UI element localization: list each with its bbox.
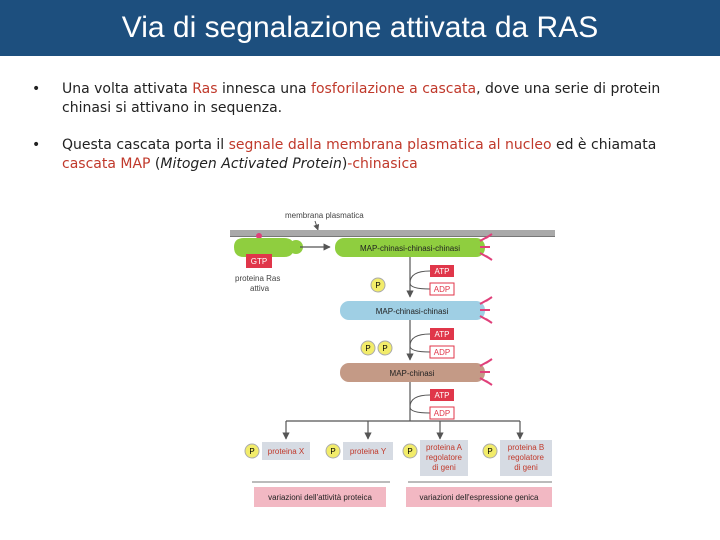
membrane-edge (230, 236, 555, 237)
phosphate-label: P (249, 447, 255, 456)
bullet-text: ed è chiamata (551, 137, 657, 153)
mapkk-label: MAP-chinasi-chinasi (375, 307, 449, 316)
atp-label: ATP (434, 267, 450, 276)
highlight-segnale: segnale dalla membrana plasmatica al nucleo (228, 137, 552, 153)
mapkk-active-burst (480, 297, 492, 323)
phosphate-label: P (375, 281, 381, 290)
proteina-a-label: regolatore (425, 453, 463, 462)
map-kinase-cascade-diagram (230, 205, 570, 515)
proteina-y-label: proteina Y (349, 447, 387, 456)
proteina-a-label: di geni (432, 463, 456, 472)
mapk-label: MAP-chinasi (389, 369, 435, 378)
variazioni-espressione-label: variazioni dell'espressione genica (419, 493, 539, 502)
bullet-text: ( (150, 156, 161, 172)
phosphate-label: P (487, 447, 493, 456)
bullet-text: innesca una (217, 81, 312, 97)
adp-label: ADP (433, 285, 451, 294)
atp-label: ATP (434, 330, 450, 339)
phosphate-label: P (407, 447, 413, 456)
slide-title: Via di segnalazione attivata da RAS (0, 0, 720, 56)
mitogen-italic: Mitogen Activated Protein (160, 156, 342, 172)
bullet-text: Una volta attivata (62, 81, 193, 97)
bullet-text: ) (341, 156, 348, 172)
phosphate-label: P (382, 344, 388, 353)
adp-label: ADP (433, 348, 451, 357)
mapk-active-burst (480, 359, 492, 385)
membrane-pointer-arrow (315, 221, 318, 230)
bullet-marker: • (32, 137, 41, 153)
bullet-item (30, 136, 690, 174)
phosphate-label: P (365, 344, 371, 353)
mapkkk-active-burst (480, 234, 492, 260)
adp-label: ADP (433, 409, 451, 418)
bullet-list (30, 80, 690, 192)
step1-atp-curve (410, 271, 430, 289)
ras-label-line2: attiva (250, 284, 270, 293)
bullet-marker: • (32, 81, 41, 97)
ras-label-line1: proteina Ras (235, 274, 281, 283)
proteina-a-label: proteina A (425, 443, 463, 452)
highlight-chinasica: -chinasica (347, 156, 418, 172)
step2-atp-curve (410, 334, 430, 352)
gtp-label: GTP (250, 257, 268, 266)
variazioni-attivita-label: variazioni dell'attività proteica (268, 493, 372, 502)
proteina-x-label: proteina X (267, 447, 305, 456)
bullet-item (30, 80, 690, 118)
proteina-b-label: regolatore (507, 453, 545, 462)
mapkkk-label: MAP-chinasi-chinasi-chinasi (359, 244, 461, 253)
proteina-b-label: di geni (514, 463, 538, 472)
membrane-label: membrana plasmatica (285, 211, 364, 220)
bullet-text: Questa cascata porta il (62, 137, 229, 153)
highlight-ras: Ras (192, 81, 218, 97)
proteina-b-label: proteina B (507, 443, 545, 452)
atp-label: ATP (434, 391, 450, 400)
bullet-text: , dove una serie di protein chinasi si attivano in sequenza. (62, 81, 661, 116)
highlight-cascata: cascata MAP (62, 156, 151, 172)
membrane-bar (230, 230, 555, 236)
highlight-fosforilazione: fosforilazione a cascata (311, 81, 477, 97)
phosphate-label: P (330, 447, 336, 456)
step3-atp-curve (410, 395, 430, 413)
